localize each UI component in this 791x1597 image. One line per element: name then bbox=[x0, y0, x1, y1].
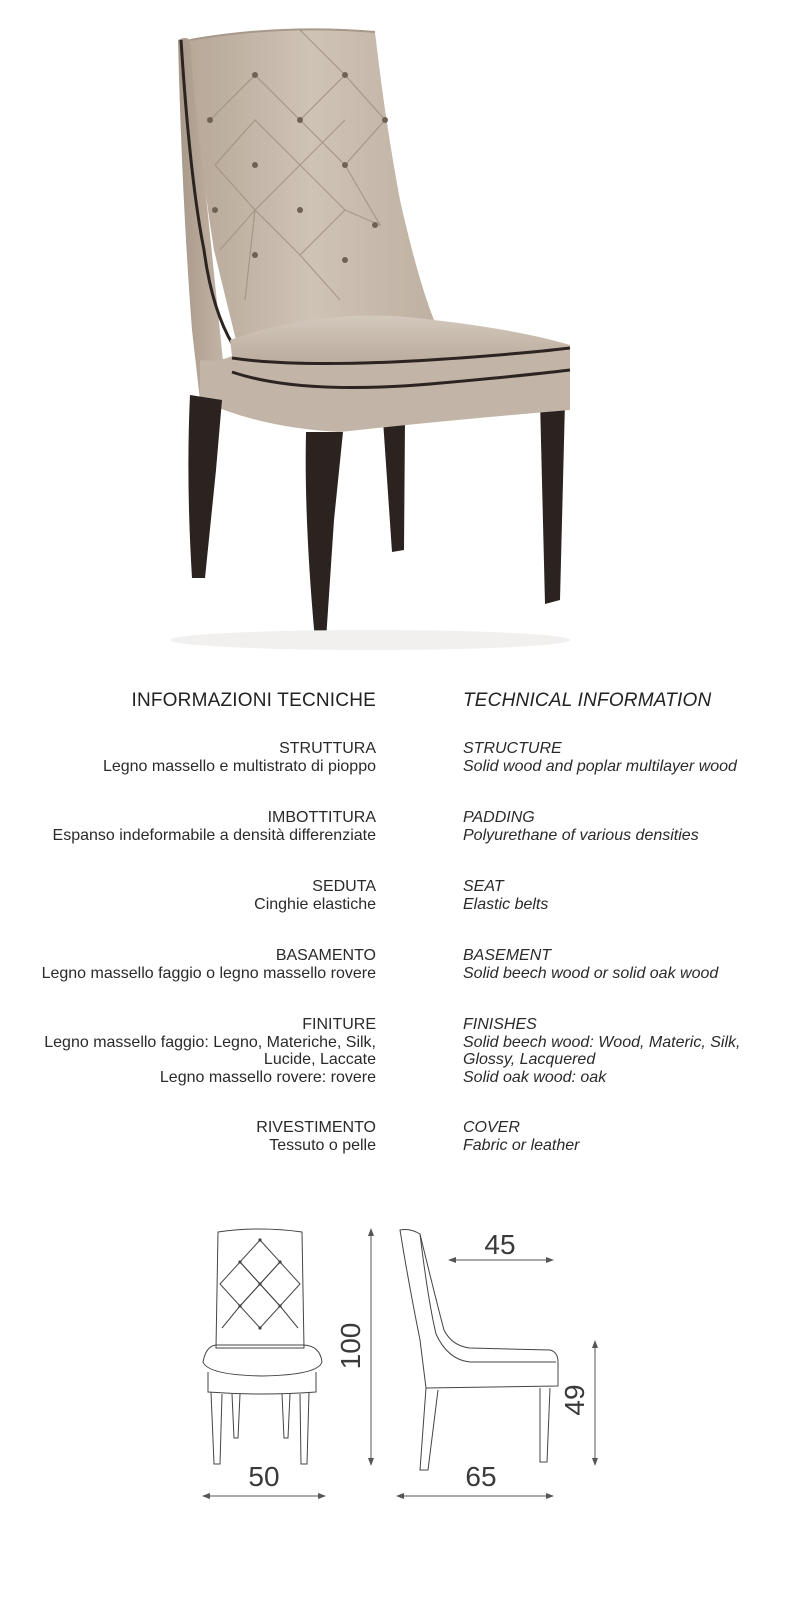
spec-it-base bbox=[0, 947, 376, 982]
spec-en-finishes bbox=[463, 1016, 783, 1086]
front-view-drawing bbox=[203, 1229, 322, 1464]
spec-text: Lucide, Laccate bbox=[263, 1051, 376, 1068]
spec-title: SEDUTA bbox=[312, 878, 376, 895]
spec-title: FINISHES bbox=[463, 1016, 537, 1033]
spec-it-structure bbox=[0, 740, 376, 775]
spec-text: Legno massello rovere: rovere bbox=[159, 1068, 376, 1086]
spec-text: Cinghie elastiche bbox=[254, 895, 376, 913]
dimension-height-label: 100 bbox=[335, 1322, 366, 1370]
heading-en: TECHNICAL INFORMATION bbox=[463, 690, 712, 711]
spec-text: Elastic belts bbox=[463, 895, 549, 913]
spec-title: BASAMENTO bbox=[275, 947, 376, 964]
chair-photo bbox=[150, 20, 610, 670]
spec-it-seat bbox=[0, 878, 376, 913]
spec-text: Legno massello e multistrato di pioppo bbox=[102, 757, 376, 775]
spec-text: Legno massello faggio o legno massello rovere bbox=[41, 964, 376, 982]
spec-title: IMBOTTITURA bbox=[267, 809, 376, 826]
spec-text: Solid wood and poplar multilayer wood bbox=[463, 757, 737, 775]
spec-en-padding bbox=[463, 809, 783, 844]
spec-title: COVER bbox=[463, 1119, 520, 1136]
spec-en-structure bbox=[463, 740, 783, 775]
spec-text: Solid oak wood: oak bbox=[463, 1068, 607, 1086]
spec-it-finishes bbox=[0, 1016, 376, 1086]
spec-title: STRUTTURA bbox=[279, 740, 376, 757]
dimension-depth-label: 65 bbox=[465, 1461, 497, 1492]
dimension-lines bbox=[206, 1232, 595, 1496]
spec-en-seat bbox=[463, 878, 783, 913]
spec-text: Solid beech wood or solid oak wood bbox=[463, 964, 719, 982]
spec-text: Legno massello faggio: Legno, Materiche, Silk, bbox=[44, 1033, 376, 1051]
spec-it-cover bbox=[0, 1119, 376, 1154]
spec-title: STRUCTURE bbox=[463, 740, 562, 757]
spec-text: Solid beech wood: Wood, Materic, Silk, bbox=[463, 1033, 741, 1051]
spec-en-cover bbox=[463, 1119, 783, 1154]
spec-text: Tessuto o pelle bbox=[269, 1136, 376, 1154]
spec-text: Glossy, Lacquered bbox=[463, 1051, 596, 1068]
spec-text: Fabric or leather bbox=[463, 1136, 580, 1154]
spec-title: SEAT bbox=[463, 878, 504, 895]
spec-title: BASEMENT bbox=[463, 947, 552, 964]
heading-it: INFORMAZIONI TECNICHE bbox=[131, 690, 376, 711]
spec-text: Polyurethane of various densities bbox=[463, 826, 699, 844]
dimension-seat-height-label: 49 bbox=[559, 1384, 590, 1416]
dimension-seat-depth-label: 45 bbox=[484, 1229, 516, 1260]
spec-title: FINITURE bbox=[302, 1016, 376, 1033]
dimension-drawings bbox=[190, 1220, 610, 1510]
spec-it-padding bbox=[0, 809, 376, 844]
spec-title: PADDING bbox=[463, 809, 535, 826]
dimension-width-label: 50 bbox=[248, 1461, 280, 1492]
spec-en-base bbox=[463, 947, 783, 982]
spec-text: Espanso indeformabile a densità differenziate bbox=[52, 826, 376, 844]
spec-title: RIVESTIMENTO bbox=[256, 1119, 376, 1136]
side-view-drawing bbox=[400, 1230, 558, 1471]
